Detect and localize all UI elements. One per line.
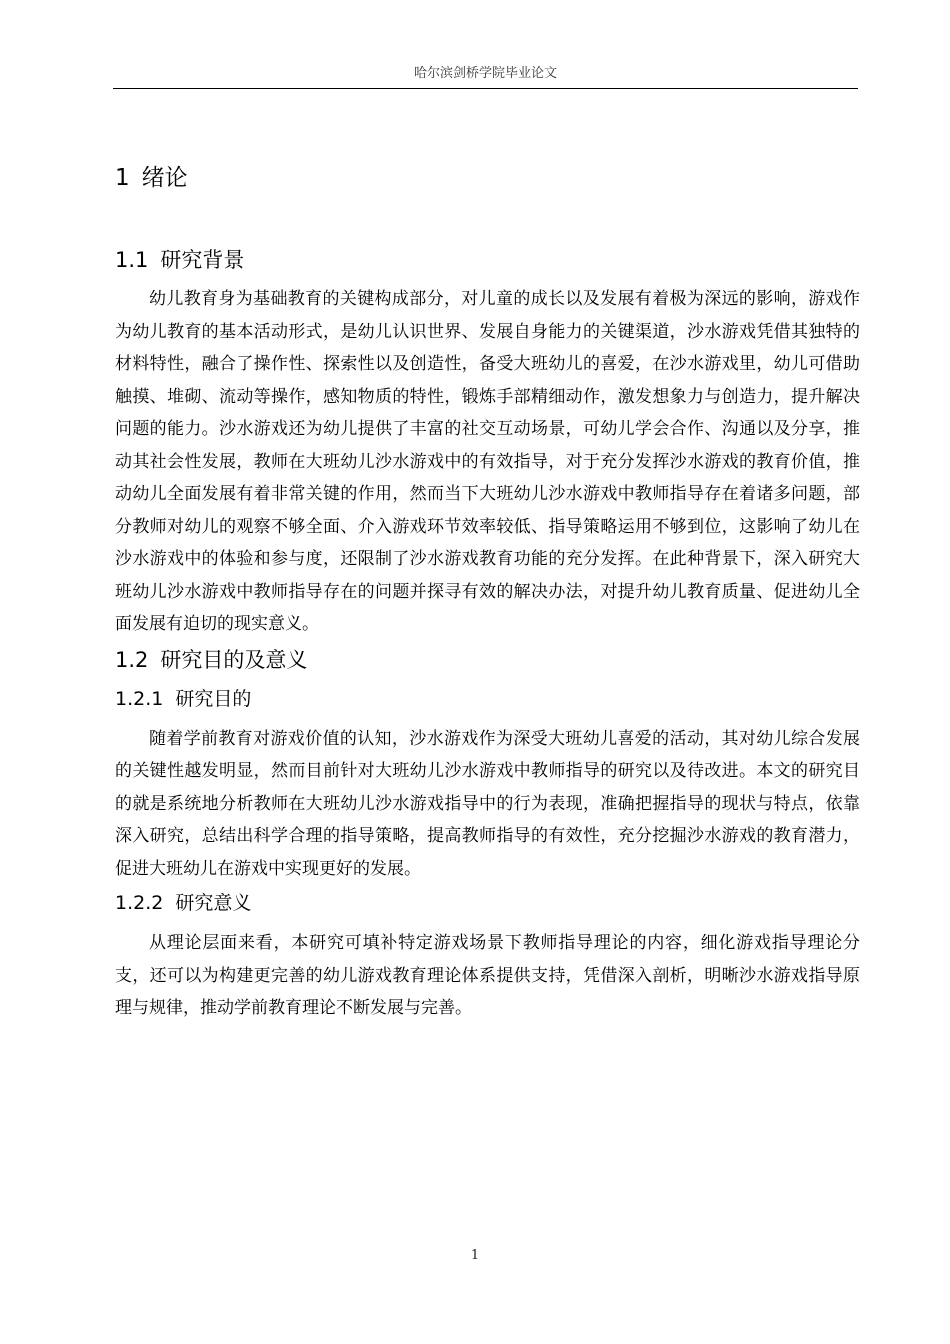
page-number: 1 [470, 1248, 480, 1263]
running-header: 哈尔滨剑桥学院毕业论文 [413, 66, 557, 81]
document-body [115, 160, 860, 1027]
section-title: 研究目的及意义 [160, 647, 308, 672]
section-number: 1.2 [115, 647, 149, 672]
section-heading-1-2 [115, 643, 860, 677]
section-title: 研究背景 [160, 248, 245, 272]
paragraph-research-significance: 从理论层面来看，本研究可填补特定游戏场景下教师指导理论的内容，细化游戏指导理论分支，还可以为构建更完善的幼儿游戏教育理论体系提供支持，凭借深入剖析，明晰沙水游戏指导原理与规律，推动学前教育理论不断发展与完善。 [115, 933, 860, 1018]
subsection-title: 研究意义 [175, 892, 252, 914]
chapter-title: 绪论 [141, 165, 188, 191]
subsection-title: 研究目的 [175, 687, 252, 710]
chapter-number: 1 [115, 165, 130, 191]
paragraph-research-purpose: 随着学前教育对游戏价值的认知，沙水游戏作为深受大班幼儿喜爱的活动，其对幼儿综合发展的关键性越发明显，然而目前针对大班幼儿沙水游戏中教师指导的研究以及待改进。本文的研究目的就是系统地分析教师在大班幼儿沙水游戏指导中的行为表现，准确把握指导的现状与特点，依靠深入研究，总结出科学合理的指导策略，提高教师指导的有效性，充分挖掘沙水游戏的教育潜力，促进大班幼儿在游戏中实现更好的发展。 [115, 728, 860, 879]
chapter-heading [115, 160, 860, 196]
subsection-heading-1-2-1 [115, 683, 860, 715]
subsection-heading-1-2-2 [115, 887, 860, 919]
paragraph-research-background: 幼儿教育身为基础教育的关键构成部分，对儿童的成长以及发展有着极为深远的影响，游戏作为幼儿教育的基本活动形式，是幼儿认识世界、发展自身能力的关键渠道，沙水游戏凭借其独特的材料特性，融合了操作性、探索性以及创造性，备受大班幼儿的喜爱，在沙水游戏里，幼儿可借助触摸、堆砌、流动等操作，感知物质的特性，锻炼手部精细动作，激发想象力与创造力，提升解决问题的能力。沙水游戏还为幼儿提供了丰富的社交互动场景，可幼儿学会合作、沟通以及分享，推动其社会性发展，教师在大班幼儿沙水游戏中的有效指导，对于充分发挥沙水游戏的教育价值，推动幼儿全面发展有着非常关键的作用，然而当下大班幼儿沙水游戏中教师指导存在着诸多问题，部分教师对幼儿的观察不够全面、介入游戏环节效率较低、指导策略运用不够到位，这影响了幼儿在沙水游戏中的体验和参与度，还限制了沙水游戏教育功能的充分发挥。在此种背景下，深入研究大班幼儿沙水游戏中教师指导存在的问题并探寻有效的解决办法，对提升幼儿教育质量、促进幼儿全面发展有迫切的现实意义。 [115, 289, 860, 634]
subsection-number: 1.2.1 [115, 687, 164, 710]
section-heading-1-1 [115, 243, 860, 277]
header-divider [113, 88, 858, 89]
section-number: 1.1 [115, 248, 149, 272]
subsection-number: 1.2.2 [115, 892, 164, 914]
